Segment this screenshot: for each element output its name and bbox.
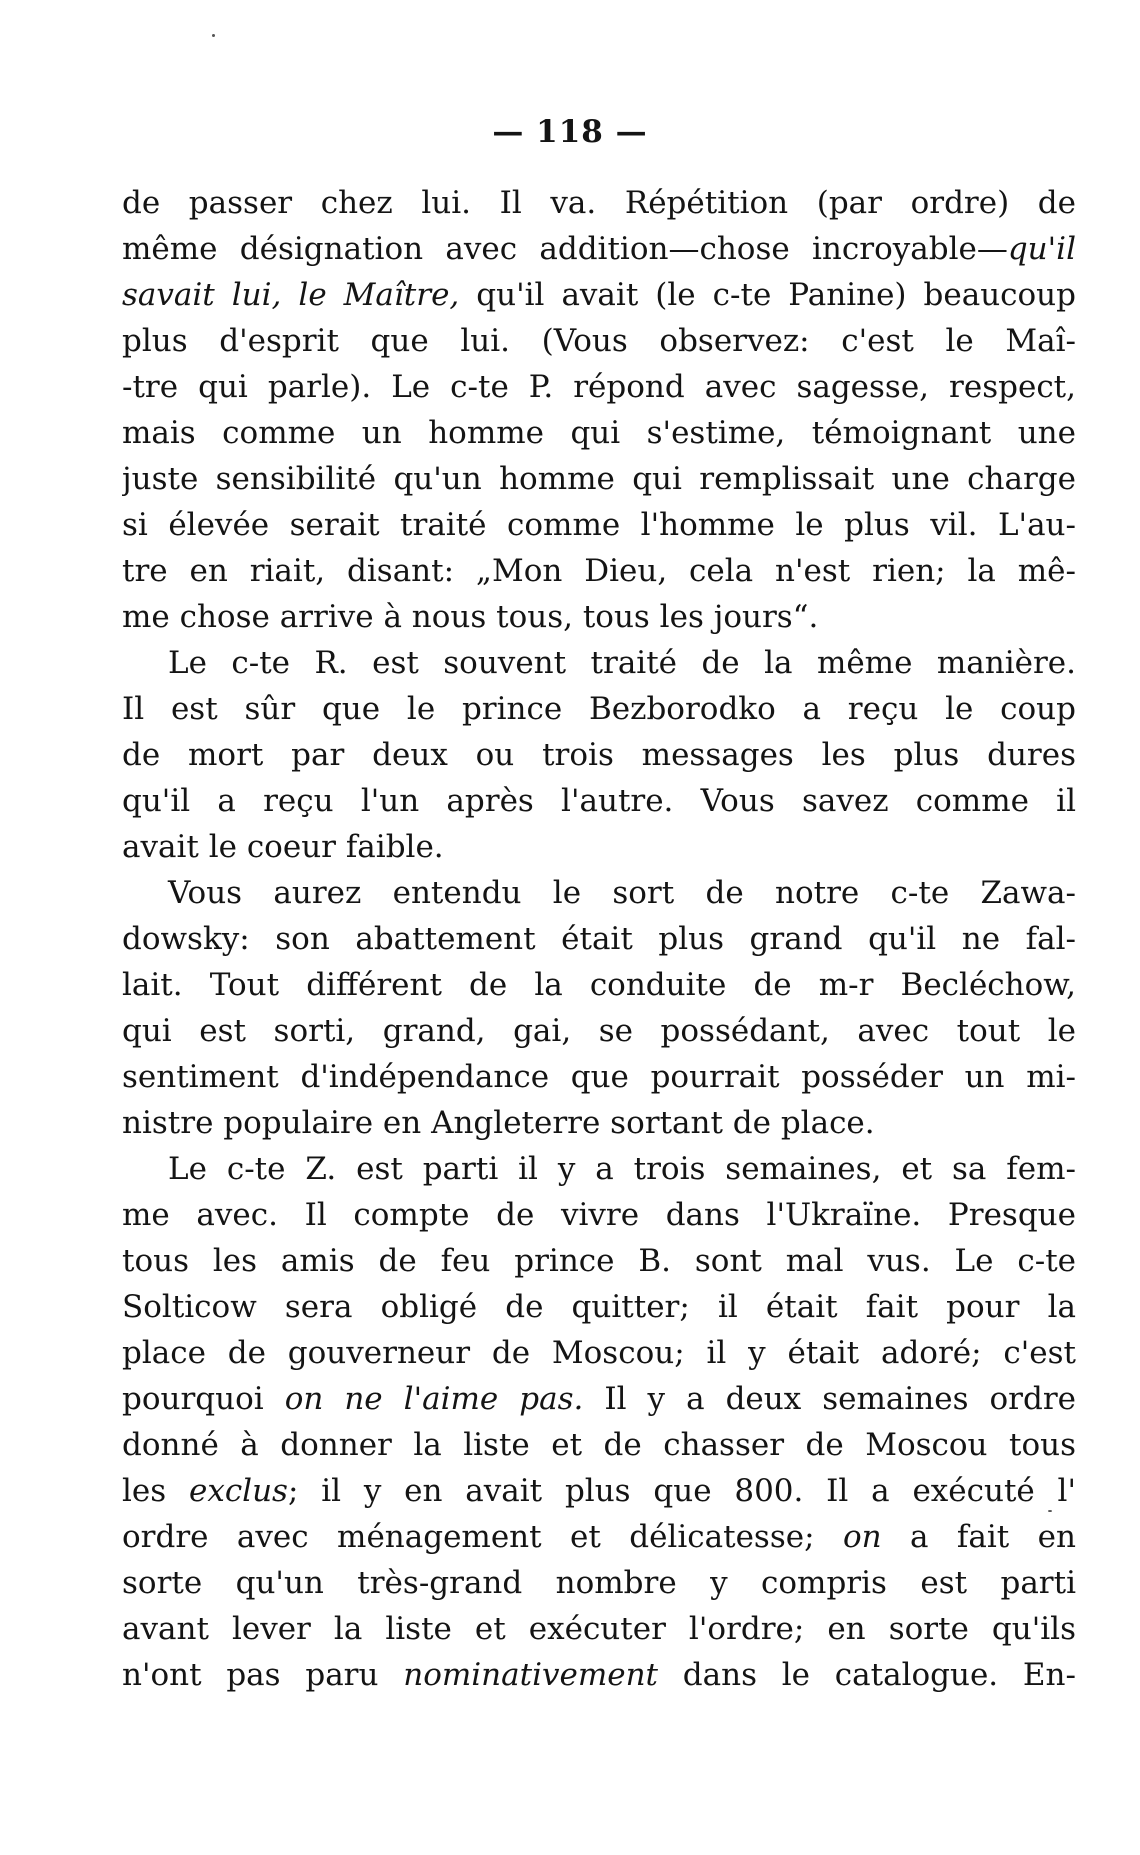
text-segment: n'ont pas paru xyxy=(122,1657,404,1693)
text-line xyxy=(122,1284,1076,1330)
text-segment: Solticow sera obligé de quitter; il était fait pour la xyxy=(122,1289,1076,1325)
text-line xyxy=(122,1514,1076,1560)
text-line xyxy=(122,732,1076,778)
text-line xyxy=(122,778,1076,824)
text-segment: -tre qui parle). Le c-te P. répond avec sagesse, respect, xyxy=(122,369,1076,405)
body-text xyxy=(122,180,1076,1698)
text-segment: me avec. Il compte de vivre dans l'Ukraïne. Presque xyxy=(122,1197,1076,1233)
text-segment: si élevée serait traité comme l'homme le plus vil. L'au- xyxy=(122,507,1076,543)
text-line xyxy=(122,1192,1076,1238)
text-segment: Le c-te R. est souvent traité de la même manière. xyxy=(168,645,1076,681)
italic-text: on ne l'aime pas. xyxy=(284,1381,584,1417)
text-segment: les xyxy=(122,1473,189,1509)
text-line xyxy=(122,1376,1076,1422)
text-line xyxy=(122,1008,1076,1054)
text-segment: place de gouverneur de Moscou; il y était adoré; c'est xyxy=(122,1335,1076,1371)
text-segment: nistre populaire en Angleterre sortant de place. xyxy=(122,1105,875,1141)
text-segment: plus d'esprit que lui. (Vous observez: c'est le Maî- xyxy=(122,323,1076,359)
text-segment: donné à donner la liste et de chasser de Moscou tous xyxy=(122,1427,1076,1463)
text-segment: qu'il a reçu l'un après l'autre. Vous savez comme il xyxy=(122,783,1076,819)
text-segment: tous les amis de feu prince B. sont mal vus. Le c-te xyxy=(122,1243,1076,1279)
italic-text: nominativement xyxy=(403,1657,659,1693)
text-line xyxy=(122,1238,1076,1284)
text-line xyxy=(122,1146,1076,1192)
text-line xyxy=(122,364,1076,410)
text-line xyxy=(122,272,1076,318)
paper-speck xyxy=(1048,1510,1052,1512)
text-segment: avait le coeur faible. xyxy=(122,829,444,865)
text-line xyxy=(122,548,1076,594)
text-segment: ordre avec ménagement et délicatesse; xyxy=(122,1519,843,1555)
text-line xyxy=(122,1330,1076,1376)
text-segment: juste sensibilité qu'un homme qui remplissait une charge xyxy=(122,461,1076,497)
text-line xyxy=(122,1054,1076,1100)
text-line xyxy=(122,640,1076,686)
text-segment: ; il y en avait plus que 800. Il a exécuté l' xyxy=(287,1473,1076,1509)
italic-text: qu'il xyxy=(1007,231,1076,267)
text-line xyxy=(122,226,1076,272)
italic-text: exclus xyxy=(188,1473,288,1509)
text-segment: me chose arrive à nous tous, tous les jours“. xyxy=(122,599,819,635)
text-line xyxy=(122,410,1076,456)
text-line xyxy=(122,1652,1076,1698)
text-segment: Il est sûr que le prince Bezborodko a reçu le coup xyxy=(122,691,1076,727)
text-segment: qu'il avait (le c-te Panine) beaucoup xyxy=(459,277,1076,313)
text-segment: avant lever la liste et exécuter l'ordre; en sorte qu'ils xyxy=(122,1611,1076,1647)
text-segment: pourquoi xyxy=(122,1381,285,1417)
page-number: — 118 — xyxy=(492,114,648,150)
text-line xyxy=(122,686,1076,732)
paper-speck xyxy=(212,34,215,37)
text-line xyxy=(122,318,1076,364)
text-segment: Vous aurez entendu le sort de notre c-te Zawa- xyxy=(168,875,1076,911)
text-segment: dowsky: son abattement était plus grand qu'il ne fal- xyxy=(122,921,1076,957)
italic-text: savait lui, le Maître, xyxy=(122,277,460,313)
text-line xyxy=(122,1422,1076,1468)
text-line xyxy=(122,870,1076,916)
text-line xyxy=(122,456,1076,502)
text-line xyxy=(122,594,1076,640)
text-line xyxy=(122,916,1076,962)
text-line xyxy=(122,1606,1076,1652)
text-segment: a fait en xyxy=(881,1519,1076,1555)
text-line xyxy=(122,1560,1076,1606)
text-segment: lait. Tout différent de la conduite de m-r Becléchow, xyxy=(122,967,1076,1003)
text-segment: dans le catalogue. En- xyxy=(658,1657,1076,1693)
text-line xyxy=(122,180,1076,226)
text-segment: sorte qu'un très-grand nombre y compris est parti xyxy=(122,1565,1076,1601)
text-segment: même désignation avec addition—chose incroyable— xyxy=(122,231,1008,267)
text-segment: de mort par deux ou trois messages les plus dures xyxy=(122,737,1076,773)
text-segment: Il y a deux semaines ordre xyxy=(583,1381,1076,1417)
italic-text: on xyxy=(842,1519,882,1555)
text-line xyxy=(122,502,1076,548)
text-segment: tre en riait, disant: „Mon Dieu, cela n'est rien; la mê- xyxy=(122,553,1076,589)
text-line xyxy=(122,1100,1076,1146)
text-line xyxy=(122,962,1076,1008)
text-segment: sentiment d'indépendance que pourrait posséder un mi- xyxy=(122,1059,1076,1095)
text-segment: de passer chez lui. Il va. Répétition (par ordre) de xyxy=(122,185,1076,221)
text-line xyxy=(122,1468,1076,1514)
text-line xyxy=(122,824,1076,870)
text-segment: Le c-te Z. est parti il y a trois semaines, et sa fem- xyxy=(168,1151,1076,1187)
text-segment: mais comme un homme qui s'estime, témoignant une xyxy=(122,415,1076,451)
text-segment: qui est sorti, grand, gai, se possédant, avec tout le xyxy=(122,1013,1076,1049)
